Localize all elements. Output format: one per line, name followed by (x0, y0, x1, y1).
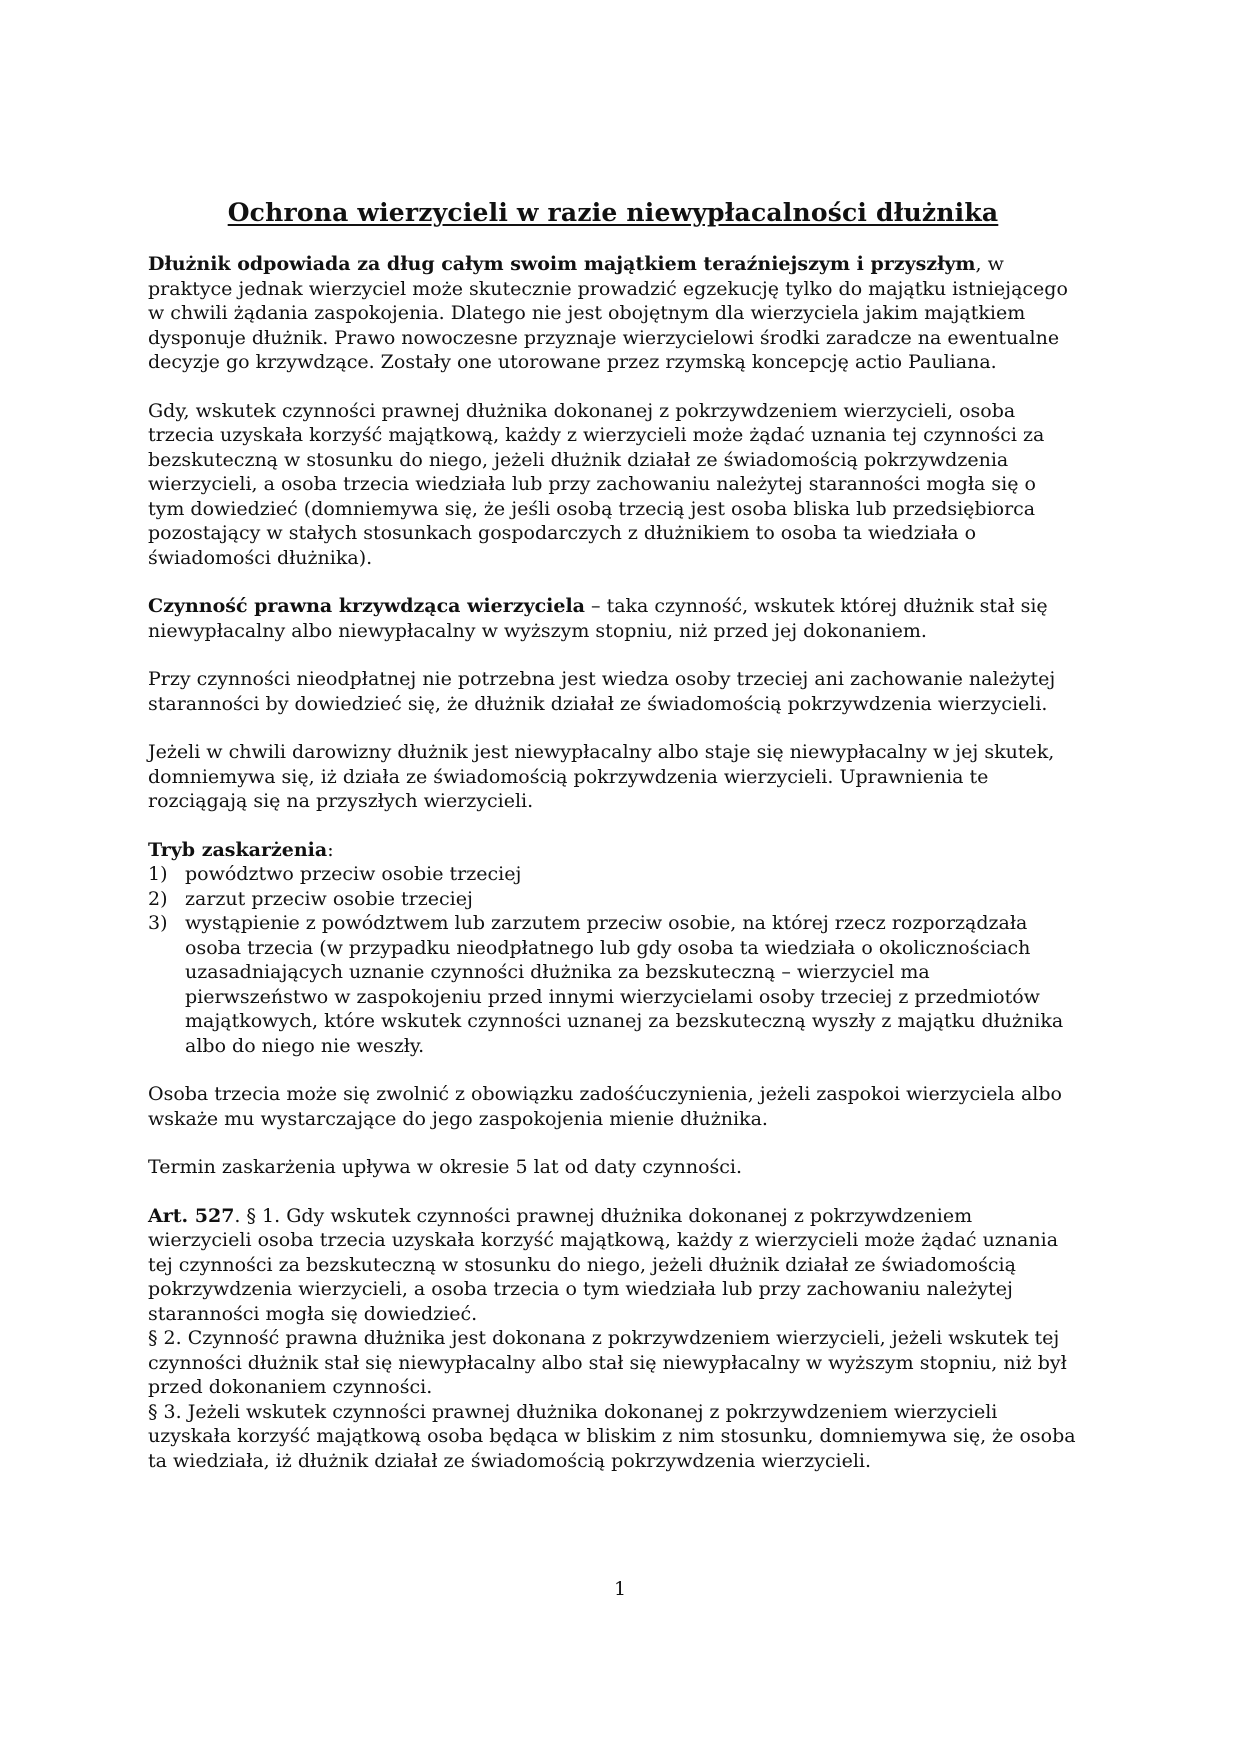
document-body (148, 196, 1078, 1473)
page-number: 1 (613, 1578, 627, 1600)
paragraph-actio-pauliana: Gdy, wskutek czynności prawnej dłużnika dokonanej z pokrzywdzeniem wierzycieli, osoba trzecia uzyskała korzyść majątkową, każdy z wierzycieli może żądać uznania tej czynności za bezskuteczną w stosunku do niego, jeżeli dłużnik działał ze świadomością pokrzywdzenia wierzycieli, a osoba trzecia wiedziała lub przy zachowaniu należytej staranności mogła się o tym dowiedzieć (domniemywa się, że jeśli osobą trzecią jest osoba bliska lub przedsiębiorca pozostający w stałych stosunkach gospodarczych z dłużnikiem to osoba ta wiedziała o świadomości dłużnika). (148, 399, 1045, 569)
list-item-number: 2) (148, 887, 168, 910)
tryb-colon: : (327, 838, 334, 861)
list-item (148, 911, 1078, 1058)
definition-text: – taka czynność, wskutek której dłużnik stał się niewypłacalny albo niewypłacalny w wyższym stopniu, niż przed jej dokonaniem. (148, 595, 1048, 642)
tryb-list (148, 862, 1078, 1058)
article-527-section-2: § 2. Czynność prawna dłużnika jest dokonana z pokrzywdzeniem wierzycieli, jeżeli wskutek tej czynności dłużnik stał się niewypłacalny albo stał się niewypłacalny w wyższym stopniu, niż był przed dokonaniem czynności. (148, 1327, 1067, 1398)
list-item-text: wystąpienie z powództwem lub zarzutem przeciw osobie, na której rzecz rozporządzała osoba trzecia (w przypadku nieodpłatnego lub gdy osoba ta wiedziała o okolicznościach uzasadniających uznanie czynności dłużnika za bezskuteczną – wierzyciel ma pierwszeństwo w zaspokojeniu przed innymi wierzycielami osoby trzeciej z przedmiotów majątkowych, które wskutek czynności uznanej za bezskuteczną wyszły z majątku dłużnika albo do niego nie weszły. (185, 912, 1064, 1057)
intro-text: , w praktyce jednak wierzyciel może skutecznie prowadzić egzekucję tylko do majątku istniejącego w chwili żądania zaspokojenia. Dlatego nie jest obojętnym dla wierzyciela jakim majątkiem dysponuje dłużnik. Prawo nowoczesne przyznaje wierzycielowi środki zaradcze na ewentualne decyzje go krzywdzące. Zostały one utorowane przez rzymską koncepcję actio Pauliana. (148, 253, 1068, 373)
list-item-text: powództwo przeciw osobie trzeciej (185, 863, 522, 885)
list-item-number: 1) (148, 863, 168, 885)
document-title: Ochrona wierzycieli w razie niewypłacalności dłużnika (227, 198, 999, 227)
list-item-text: zarzut przeciw osobie trzeciej (185, 887, 473, 910)
list-item (148, 862, 1078, 887)
article-527-section-3: § 3. Jeżeli wskutek czynności prawnej dłużnika dokonanej z pokrzywdzeniem wierzycieli uzyskała korzyść majątkową osoba będąca w bliskim z nim stosunku, domniemywa się, że osoba ta wiedziała, iż dłużnik działał ze świadomością pokrzywdzenia wierzycieli. (148, 1400, 1076, 1472)
tryb-heading (148, 838, 1078, 863)
intro-bold-lead: Dłużnik odpowiada za dług całym swoim majątkiem teraźniejszym i przyszłym (148, 253, 976, 275)
list-item (148, 887, 1078, 912)
paragraph-release: Osoba trzecia może się zwolnić z obowiązku zadośćuczynienia, jeżeli zaspokoi wierzyciela albo wskaże mu wystarczające do jego zaspokojenia mienie dłużnika. (148, 1083, 1062, 1130)
article-label: Art. 527 (148, 1204, 235, 1227)
tryb-label: Tryb zaskarżenia (148, 838, 328, 861)
paragraph-deadline: Termin zaskarżenia upływa w okresie 5 lat od daty czynności. (148, 1156, 743, 1178)
paragraph-donation: Jeżeli w chwili darowizny dłużnik jest niewypłacalny albo staje się niewypłacalny w jej skutek, domniemywa się, iż działa ze świadomością pokrzywdzenia wierzycieli. Uprawnienia te rozciągają się na przyszłych wierzycieli. (148, 741, 1055, 812)
list-item-number: 3) (148, 912, 168, 934)
paragraph-intro (148, 252, 1078, 375)
definition-term: Czynność prawna krzywdząca wierzyciela (148, 595, 585, 617)
article-section-1-text: . § 1. Gdy wskutek czynności prawnej dłużnika dokonanej z pokrzywdzeniem wierzycieli osoba trzecia uzyskała korzyść majątkową, każdy z wierzycieli może żądać uznania tej czynności za bezskuteczną w stosunku do niego, jeżeli dłużnik działał ze świadomością pokrzywdzenia wierzycieli, a osoba trzecia o tym wiedziała lub przy zachowaniu należytej staranności mogła się dowiedzieć. (148, 1204, 1059, 1325)
article-527-section-1 (148, 1204, 1078, 1327)
paragraph-definition (148, 594, 1078, 643)
paragraph-gratuitous: Przy czynności nieodpłatnej nie potrzebna jest wiedza osoby trzeciej ani zachowanie należytej staranności by dowiedzieć się, że dłużnik działał ze świadomością pokrzywdzenia wierzycieli. (148, 668, 1056, 715)
